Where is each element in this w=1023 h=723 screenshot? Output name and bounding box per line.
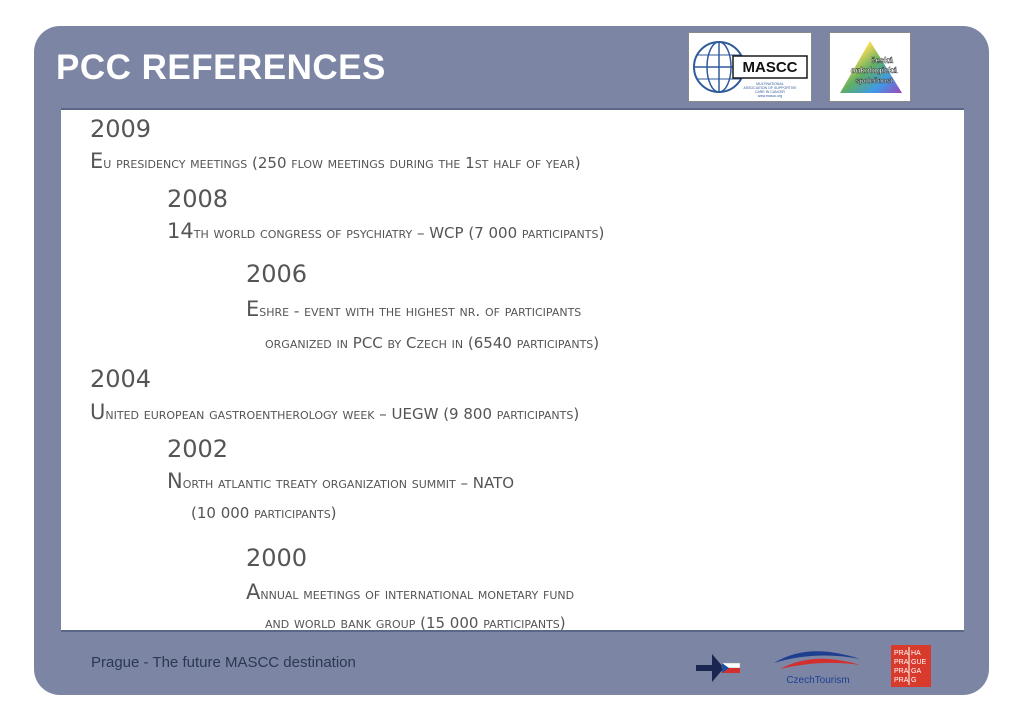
svg-text:společnost: společnost [855, 78, 893, 85]
svg-text:GA: GA [911, 668, 922, 675]
mascc-logo-graphic [689, 33, 811, 101]
entry-year: 2002 [167, 435, 229, 463]
entry-description: Eu presidency meetings (250 flow meetings during the 1st half of year) [90, 149, 581, 173]
svg-text:CARE IN CANCER: CARE IN CANCER [755, 90, 785, 94]
entry-description: Eshre - event with the highest nr. of participants [246, 297, 582, 321]
svg-text:G: G [911, 677, 917, 684]
czechtourism-logo-text: CzechTourism [786, 675, 850, 686]
czech-flag-arrow-icon [694, 652, 746, 684]
svg-text:www.mascc.org: www.mascc.org [757, 94, 783, 98]
entry-year: 2009 [90, 115, 152, 143]
svg-text:PRA: PRA [894, 650, 909, 657]
svg-text:ASSOCIATION OF SUPPORTIVE: ASSOCIATION OF SUPPORTIVE [743, 86, 797, 90]
mascc-logo-text: MASCC [742, 59, 798, 76]
praha-logo [891, 645, 931, 691]
mascc-logo [688, 32, 812, 102]
svg-text:MULTINATIONAL: MULTINATIONAL [756, 82, 784, 86]
entry-year: 2006 [246, 260, 308, 288]
svg-text:HA: HA [911, 650, 921, 657]
entry-year: 2004 [90, 365, 152, 393]
entry-description-continued: (10 000 participants) [191, 504, 337, 522]
entry-description: Annual meetings of international monetary fund [246, 580, 575, 604]
czech-flag-arrow-logo [694, 652, 746, 688]
entry-year: 2008 [167, 185, 229, 213]
svg-text:PRA: PRA [894, 668, 909, 675]
czech-oncology-society-graphic [830, 33, 910, 101]
svg-text:PRA: PRA [894, 677, 909, 684]
entry-description-continued: and world bank group (15 000 participants) [265, 614, 566, 632]
entry-description: North atlantic treaty organization summit – NATO [167, 469, 515, 493]
czech-oncology-society-logo [829, 32, 911, 102]
czechtourism-logo [770, 645, 864, 691]
references-panel [61, 108, 964, 632]
entry-year: 2000 [246, 544, 308, 572]
praha-logo-graphic [891, 645, 931, 687]
czechtourism-logo-graphic [770, 645, 864, 687]
entry-description-continued: organized in PCC by Czech in (6540 participants) [265, 334, 600, 352]
entry-description: United european gastroentherology week – UEGW (9 800 participants) [90, 400, 580, 424]
slide-title: PCC REFERENCES [56, 48, 386, 87]
entry-description: 14th world congress of psychiatry – WCP (7 000 participants) [167, 219, 605, 243]
svg-text:GUE: GUE [911, 659, 927, 666]
svg-text:PRA: PRA [894, 659, 909, 666]
svg-text:česká: česká [870, 56, 894, 65]
footer-text: Prague - The future MASCC destination [91, 654, 356, 671]
svg-text:onkologická: onkologická [850, 66, 898, 75]
